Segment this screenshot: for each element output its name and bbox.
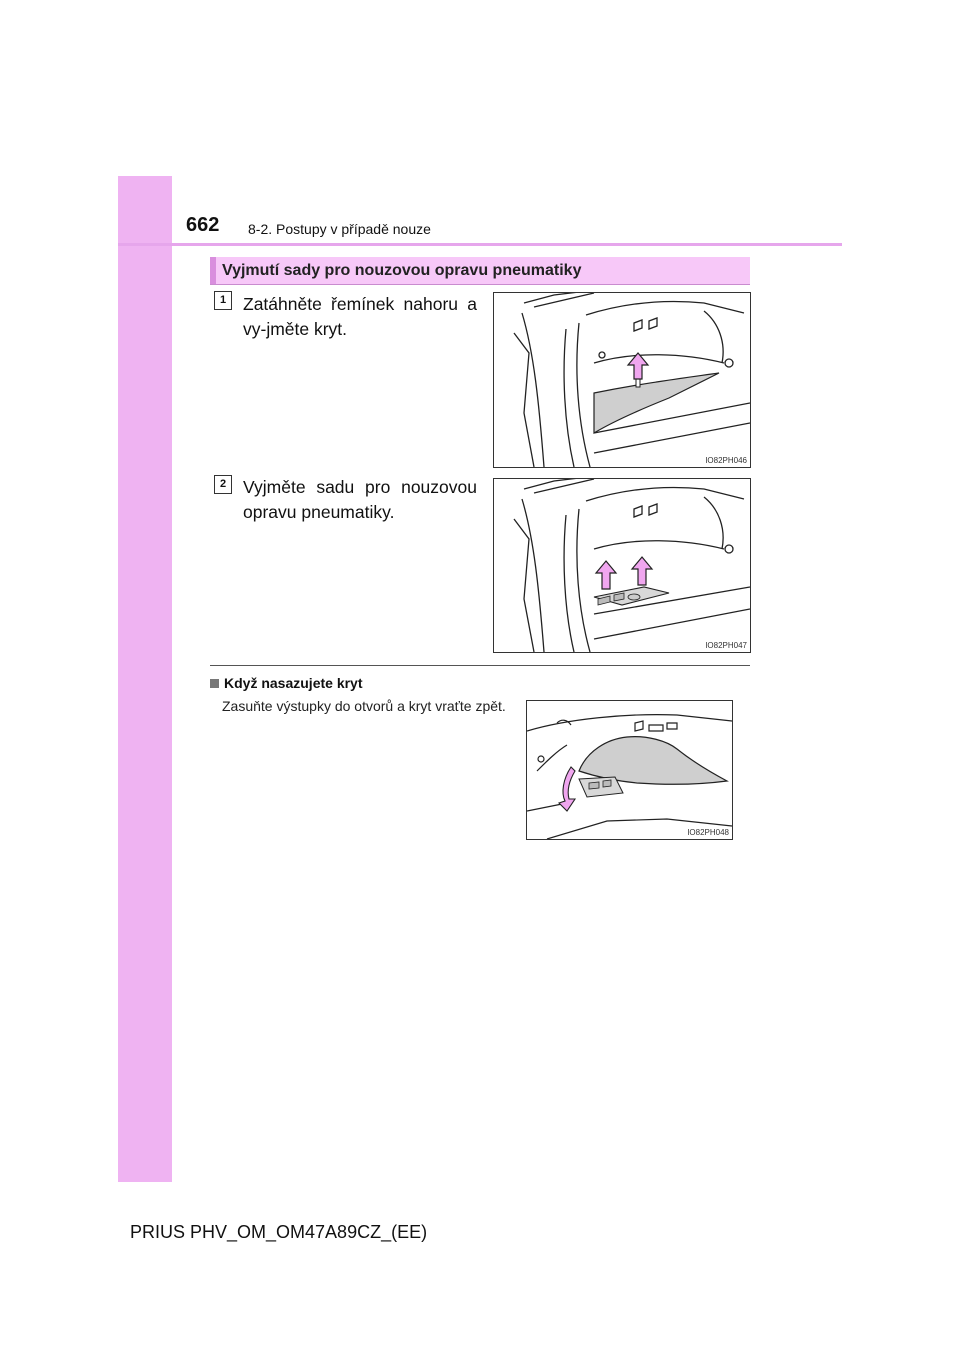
note-text: Zasuňte výstupky do otvorů a kryt vraťte zpět. (222, 698, 506, 714)
step-2-number: 2 (214, 475, 232, 494)
step-1-number: 1 (214, 291, 232, 310)
note-figure (526, 700, 733, 840)
step-2-figure (493, 478, 751, 653)
section-title: Vyjmutí sady pro nouzovou opravu pneumatiky (222, 262, 582, 279)
note-figure-code: IO82PH048 (687, 828, 729, 837)
step-1-figure-code: IO82PH046 (705, 456, 747, 465)
document-id: PRIUS PHV_OM_OM47A89CZ_(EE) (130, 1222, 428, 1242)
cover-installation-illustration (527, 701, 732, 839)
step-2-figure-code: IO82PH047 (705, 641, 747, 650)
note-heading-text: Když nasazujete kryt (224, 675, 363, 691)
bullet-square-icon (210, 679, 219, 688)
section-accent (210, 257, 216, 284)
step-1-text: Zatáhněte řemínek nahoru a vy-jměte kryt. (243, 294, 477, 339)
step-1-figure (493, 292, 751, 468)
note-heading (210, 675, 363, 691)
header-divider (118, 243, 842, 246)
chapter-title: 8-2. Postupy v případě nouze (248, 221, 431, 237)
page-number: 662 (186, 214, 220, 236)
section-divider (210, 665, 750, 666)
repair-kit-illustration (494, 479, 750, 652)
chapter-sidebar-tab (118, 176, 172, 1182)
step-2-text: Vyjměte sadu pro nouzovou opravu pneumatiky. (243, 477, 477, 522)
trunk-cover-illustration (494, 293, 750, 467)
